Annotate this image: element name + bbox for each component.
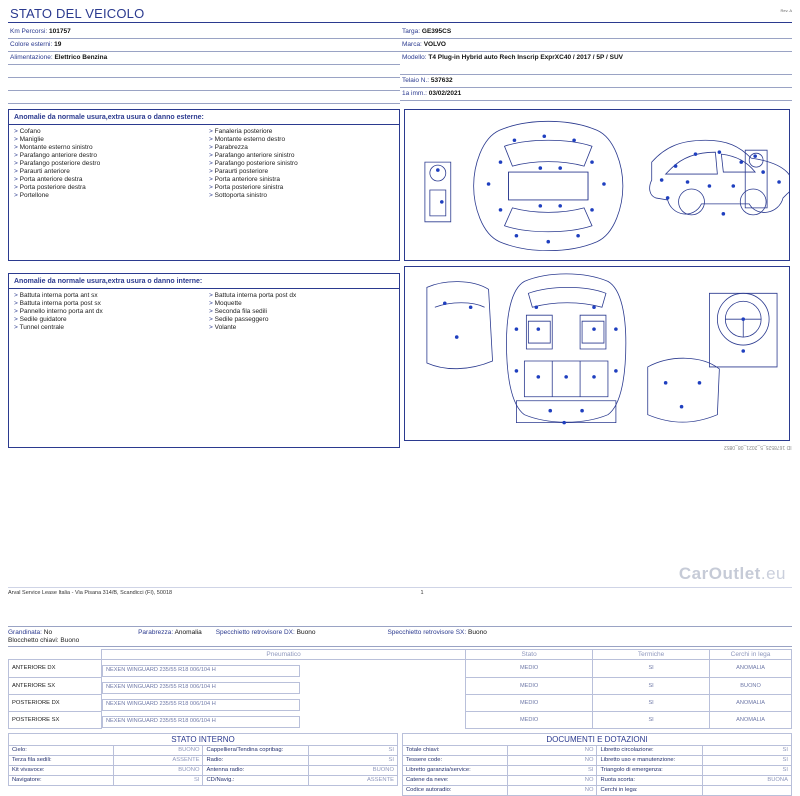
list-item: > Sedile passeggero [209,316,394,324]
table-row [9,745,398,755]
si-value: SI [308,755,398,765]
tyre-rim: ANOMALIA [710,694,792,711]
list-item: > Maniglie [14,136,199,144]
doc-key: Totale chiavi: [403,745,508,755]
field-km [8,26,400,39]
doc-value: NO [508,785,597,795]
tyre-model: NEXEN WINGUARD 235/55 R18 006/104 H [102,716,300,728]
page-title: STATO DEL VEICOLO [10,6,145,21]
si-value: ASSENTE [308,775,398,785]
si-key: Radio: [203,755,308,765]
field-spacer-3 [8,91,400,104]
tyre-position: ANTERIORE SX [9,677,102,694]
field-alimentazione-label: Alimentazione: [10,54,53,61]
tyre-rim: ANOMALIA [710,711,792,728]
note-specchietto-sx [329,629,500,636]
internal-anomalies-col2 [209,292,394,332]
table-row [403,755,792,765]
tyre-position: ANTERIORE DX [9,660,102,678]
doc-key: Ruota scorta: [597,775,702,785]
exterior-damage-diagram [405,110,789,260]
list-item: > Paraurti anteriore [14,168,199,176]
tyres-table [8,649,792,729]
list-item: > Porta anteriore destra [14,176,199,184]
note-grandinata-value: No [43,629,53,636]
doc-value: NO [508,755,597,765]
tyres-col-cerchi: Cerchi in lega [710,650,792,660]
external-anomalies-col1 [14,128,199,200]
field-immatricolazione-value: 03/02/2021 [428,90,462,97]
table-row [9,677,792,694]
list-item: > Portellone [14,192,199,200]
list-item: > Battuta interna porta post sx [14,300,199,308]
tyre-rim: BUONO [710,677,792,694]
tyres-header-row [9,650,792,660]
doc-key: Libretto uso e manutenzione: [597,755,702,765]
watermark-text: CarOutlet [678,564,761,583]
stato-interno-title: STATO INTERNO [8,733,398,745]
list-item: > Porta anteriore sinistra [209,176,394,184]
field-spacer-1 [8,65,400,78]
tyre-model: NEXEN WINGUARD 235/55 R18 006/104 H [102,665,300,677]
documenti-panel [402,733,792,796]
si-key: CD/Navig.: [203,775,308,785]
documenti-table [402,745,792,796]
table-row [403,745,792,755]
doc-value: SI [702,745,792,755]
list-item: > Battuta interna porta ant sx [14,292,199,300]
field-telaio [400,75,792,88]
internal-anomalies-title: Anomalie da normale usura,extra usura o danno interne: [9,274,399,289]
stato-interno-panel [8,733,398,796]
vehicle-info-right [400,26,792,101]
si-value: BUONO [114,745,203,755]
list-item: > Montante esterno sinistro [14,144,199,152]
table-row [9,765,398,775]
tyre-thermal: SI [593,660,710,678]
footer-page-number: 1 [420,590,424,596]
tyre-thermal: SI [593,694,710,711]
table-row [9,775,398,785]
table-row [9,694,792,711]
field-immatricolazione-label: 1a imm.: [402,90,427,97]
si-key: Cielo: [9,745,114,755]
table-row [403,785,792,795]
doc-key: Codice autoradio: [403,785,508,795]
tyre-thermal: SI [593,677,710,694]
field-immatricolazione [400,88,792,101]
internal-section [8,273,400,448]
field-modello-label: Modello: [402,54,427,61]
note-grandinata-label: Grandinata: [8,629,42,636]
table-row [403,775,792,785]
footer-address: Arval Service Lease Italia - Via Pisana 314/B, Scandicci (FI), 50018 [8,590,173,596]
field-telaio-value: 537632 [430,77,453,84]
note-blocchetto-label: Blocchetto chiavi: [8,637,59,644]
list-item: > Porta posteriore destra [14,184,199,192]
doc-value: NO [508,745,597,755]
list-item: > Sottoporta sinistro [209,192,394,200]
external-anomalies-title: Anomalie da normale usura,extra usura o danno esterne: [9,110,399,125]
documenti-title: DOCUMENTI E DOTAZIONI [402,733,792,745]
internal-anomalies-list [9,289,399,336]
doc-key: Catene da neve: [403,775,508,785]
tyre-thermal: SI [593,711,710,728]
list-item: > Pannello interno porta ant dx [14,308,199,316]
si-key: Cappelliera/Tendina copribag: [203,745,308,755]
note-parabrezza [66,629,216,636]
list-item: > Parafango posteriore destro [14,160,199,168]
field-modello-value: T4 Plug-in Hybrid auto Rech Inscrip ExprXC40 / 2017 / 5P / SUV [428,54,623,61]
barcode-label: ID 1678525_5_2021_08_0852 [724,444,792,450]
external-anomalies-col2 [209,128,394,200]
si-key: Terza fila sedili: [9,755,114,765]
table-row [9,660,792,678]
tyre-state: MEDIO [466,660,593,678]
internal-anomalies-col1 [14,292,199,332]
list-item: > Parabrezza [209,144,394,152]
note-parabrezza-label: Parabrezza: [138,629,174,636]
field-marca [400,39,792,52]
list-item: > Fanaleria posteriore [209,128,394,136]
tyres-col-pneumatico: Pneumatico [102,650,466,660]
field-alimentazione [8,52,400,65]
table-row [403,765,792,775]
bottom-panels [8,733,792,796]
doc-key: Cerchi in lega: [597,785,702,795]
tyres-col-blank [9,650,102,660]
list-item: > Volante [209,324,394,332]
doc-key: Tessere code: [403,755,508,765]
list-item: > Montante esterno destro [209,136,394,144]
field-modello [400,52,792,75]
field-colore-label: Colore esterni: [10,41,53,48]
tyre-state: MEDIO [466,694,593,711]
field-colore [8,39,400,52]
tyre-position: POSTERIORE DX [9,694,102,711]
table-row [9,711,792,728]
si-key: Kit vivavoce: [9,765,114,775]
field-km-label: Km Percorsi: [10,28,48,35]
si-value: BUONO [308,765,398,775]
tyre-state: MEDIO [466,677,593,694]
doc-value: SI [508,765,597,775]
doc-key: Libretto garanzia/service: [403,765,508,775]
table-row [9,755,398,765]
list-item: > Parafango posteriore sinistro [209,160,394,168]
field-telaio-label: Telaio N.: [402,77,430,84]
note-blocchetto [8,637,79,644]
field-spacer-2 [8,78,400,91]
revision-label: Rev. A [780,8,792,13]
tyre-position: POSTERIORE SX [9,711,102,728]
note-specchietto-dx-value: Buono [296,629,316,636]
doc-value: BUONA [702,775,792,785]
note-blocchetto-value: Buono [60,637,80,644]
doc-value: SI [702,765,792,775]
si-key: Antenna radio: [203,765,308,775]
summary-notes-row-2 [8,636,792,647]
field-targa [400,26,792,39]
list-item: > Paraurti posteriore [209,168,394,176]
field-marca-label: Marca: [402,41,422,48]
footer-spacer [672,590,792,596]
si-value: SI [114,775,203,785]
list-item: > Porta posteriore sinistra [209,184,394,192]
external-anomalies-box [8,109,400,261]
note-specchietto-sx-value: Buono [468,629,487,636]
si-key: Navigatore: [9,775,114,785]
tyres-col-stato: Stato [466,650,593,660]
tyres-col-termiche: Termiche [593,650,710,660]
list-item: > Sedile guidatore [14,316,199,324]
si-value: SI [308,745,398,755]
si-value: ASSENTE [114,755,203,765]
field-alimentazione-value: Elettrico Benzina [54,54,108,61]
list-item: > Cofano [14,128,199,136]
list-item: > Parafango anteriore sinistro [209,152,394,160]
tyre-rim: ANOMALIA [710,660,792,678]
diagram-stack [404,109,790,441]
note-grandinata [8,629,66,636]
tyre-model: NEXEN WINGUARD 235/55 R18 006/104 H [102,682,300,694]
doc-key: Triangolo di emergenza: [597,765,702,775]
footer [8,587,792,596]
internal-anomalies-box [8,273,400,448]
list-item: > Battuta interna porta post dx [209,292,394,300]
note-specchietto-sx-label: Specchietto retrovisore SX: [387,629,467,636]
si-value: BUONO [114,765,203,775]
exterior-diagram-box [404,109,790,261]
interior-diagram-box [404,266,790,441]
summary-notes-row-1 [8,626,792,636]
doc-value: SI [702,755,792,765]
list-item: > Seconda fila sedili [209,308,394,316]
vehicle-info-grid [8,26,792,104]
vehicle-info-left [8,26,400,104]
doc-key: Libretto circolazione: [597,745,702,755]
note-specchietto-dx [216,629,330,636]
list-item: > Moquette [209,300,394,308]
field-km-value: 101757 [49,28,71,35]
doc-value: NO [508,775,597,785]
stato-interno-table [8,745,398,786]
note-specchietto-dx-label: Specchietto retrovisore DX: [215,629,295,636]
field-colore-value: 19 [54,41,62,48]
external-anomalies-list [9,125,399,204]
doc-value [702,785,792,795]
watermark-suffix: .eu [760,564,786,583]
field-targa-value: GE395CS [421,28,452,35]
list-item: > Tunnel centrale [14,324,199,332]
tyre-state: MEDIO [466,711,593,728]
field-targa-label: Targa: [402,28,421,35]
title-divider [8,22,792,23]
note-parabrezza-value: Anomalia [174,629,202,636]
list-item: > Parafango anteriore destro [14,152,199,160]
tyre-model: NEXEN WINGUARD 235/55 R18 006/104 H [102,699,300,711]
interior-damage-diagram [405,267,789,440]
field-marca-value: VOLVO [423,41,446,48]
